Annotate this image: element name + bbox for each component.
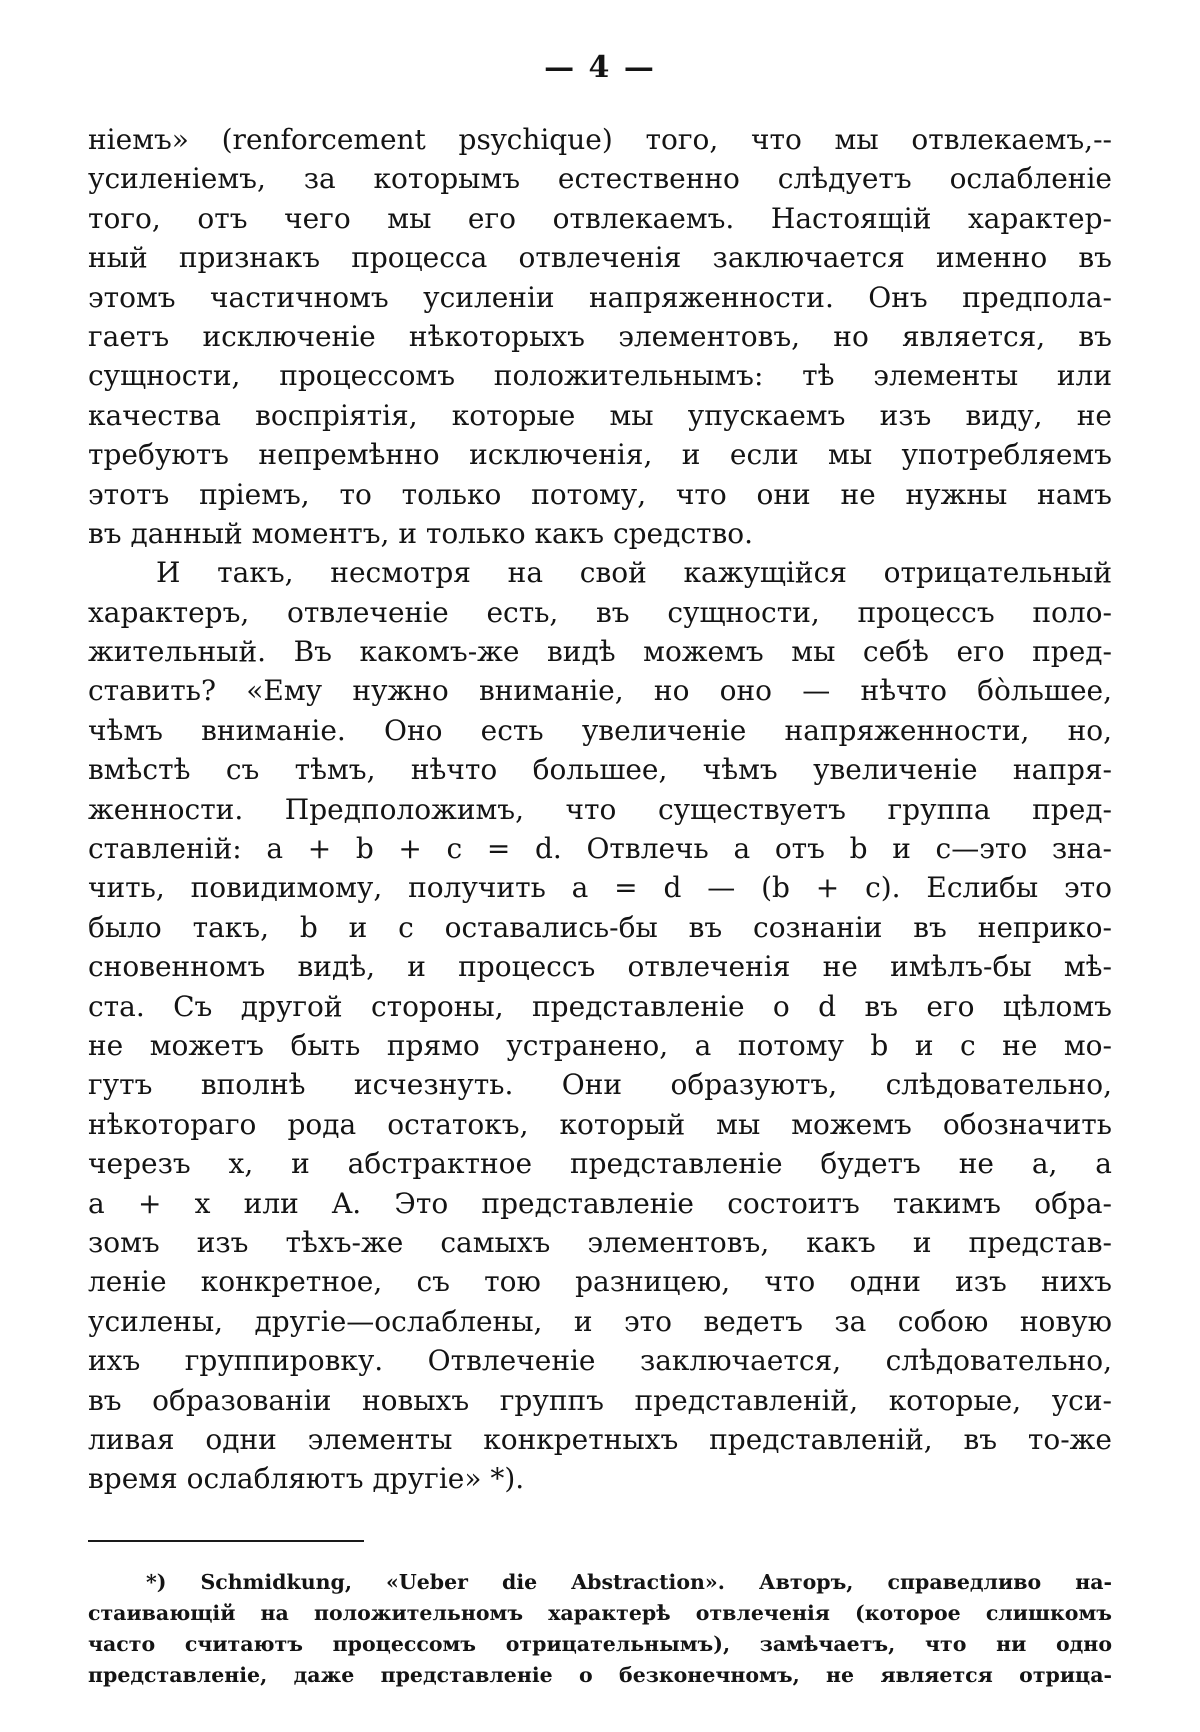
main-text: [88, 120, 1112, 1499]
text-line: гаетъ исключеніе нѣкоторыхъ элементовъ, но является, въ: [88, 319, 1112, 353]
paragraph-start-line: И такъ, несмотря на свой кажущійся отрицательный: [156, 556, 1112, 590]
text-line: сновенномъ видѣ, и процессъ отвлеченія не имѣлъ-бы мѣ-: [88, 950, 1112, 984]
formula-line: ставленій: a + b + c = d. Отвлечь a отъ b и c—это зна-: [88, 832, 1112, 866]
text-line: чѣмъ вниманіе. Оно есть увеличеніе напряженности, но,: [88, 713, 1112, 747]
text-line: зомъ изъ тѣхъ-же самыхъ элементовъ, какъ и представ-: [88, 1225, 1112, 1259]
footnote-line: часто считаютъ процессомъ отрицательнымъ), замѣчаетъ, что ни одно: [88, 1632, 1112, 1656]
text-line: вмѣстѣ съ тѣмъ, нѣчто большее, чѣмъ увеличеніе напря-: [88, 753, 1112, 787]
footnote-line: представленіе, даже представленіе о безконечномъ, не является отрица-: [88, 1663, 1112, 1687]
formula-line: чить, повидимому, получить a = d — (b + c). Еслибы это: [88, 871, 1112, 905]
text-line: женности. Предположимъ, что существуетъ группа пред-: [88, 792, 1112, 826]
text-line: качества воспріятія, которые мы упускаемъ изъ виду, не: [88, 398, 1112, 432]
text-line: гутъ вполнѣ исчезнуть. Они образуютъ, слѣдовательно,: [88, 1068, 1112, 1102]
paragraph-end-line: время ослабляютъ другіе» *).: [88, 1462, 525, 1496]
text-line: ливая одни элементы конкретныхъ представленій, въ то-же: [88, 1422, 1112, 1456]
formula-line: a + x или A. Это представленіе состоитъ такимъ обра-: [88, 1186, 1112, 1220]
text-line: этомъ частичномъ усиленіи напряженности. Онъ предпола-: [88, 280, 1112, 314]
text-line: усилены, другіе—ослаблены, и это ведетъ за собою новую: [88, 1304, 1112, 1338]
text-line: жительный. Въ какомъ-же видѣ можемъ мы себѣ его пред-: [88, 635, 1112, 669]
text-line: этотъ пріемъ, то только потому, что они не нужны намъ: [88, 477, 1112, 511]
text-line: леніе конкретное, съ тою разницею, что одни изъ нихъ: [88, 1265, 1112, 1299]
text-line: сущности, процессомъ положительнымъ: тѣ элементы или: [88, 359, 1112, 393]
footnote-divider: [88, 1540, 364, 1542]
text-line: было такъ, b и c оставались-бы въ сознаніи въ неприко-: [88, 910, 1112, 944]
text-line: въ образованіи новыхъ группъ представленій, которые, уси-: [88, 1383, 1112, 1417]
text-line: ніемъ» (renforcement psychique) того, что мы отвлекаемъ,--: [88, 123, 1112, 156]
text-line: нѣкотораго рода остатокъ, который мы можемъ обозначить: [88, 1107, 1112, 1141]
text-line: ста. Съ другой стороны, представленіе о d въ его цѣломъ: [88, 989, 1112, 1023]
text-line: ихъ группировку. Отвлеченіе заключается, слѣдовательно,: [88, 1344, 1112, 1378]
footnote-line: стаивающій на положительномъ характерѣ отвлеченія (которое слишкомъ: [88, 1601, 1112, 1625]
text-line: характеръ, отвлеченіе есть, въ сущности, процессъ поло-: [88, 595, 1112, 629]
text-line: не можетъ быть прямо устранено, а потому b и c не мо-: [88, 1028, 1112, 1062]
text-line: ный признакъ процесса отвлеченія заключается именно въ: [88, 241, 1112, 275]
paragraph-end-line: въ данный моментъ, и только какъ средство.: [88, 516, 754, 550]
text-line: требуютъ непремѣнно исключенія, и если мы употребляемъ: [88, 438, 1112, 472]
text-line: черезъ x, и абстрактное представленіе будетъ не a, а: [88, 1147, 1112, 1181]
footnote: [88, 1567, 1112, 1691]
text-line: того, отъ чего мы его отвлекаемъ. Настоящій характер-: [88, 201, 1112, 235]
text-line: усиленіемъ, за которымъ естественно слѣдуетъ ослабленіе: [88, 162, 1112, 196]
page-number: — 4 —: [544, 50, 656, 85]
footnote-line: *) Schmidkung, «Ueber die Abstraction». Авторъ, справедливо на-: [146, 1570, 1112, 1594]
text-line: ставить? «Ему нужно вниманіе, но оно — нѣчто бо̀льшее,: [88, 674, 1112, 708]
